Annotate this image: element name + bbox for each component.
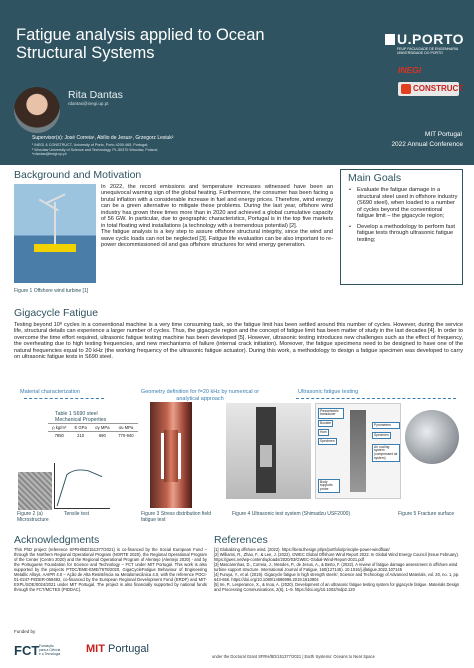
offshore-turbine-photo — [14, 184, 96, 283]
schema-tag: Specimen — [372, 432, 391, 439]
fct-logo-subtitle: Fundação para a Ciência e a Tecnologia — [39, 644, 61, 656]
background-text — [101, 184, 333, 249]
figure-4-caption: Figure 4 Ultrasonic test system (Shimadzu USF2000) — [232, 511, 351, 517]
background-paragraph-1: In 2022, the record emissions and temperature increases witnessed have been an unequivocal warning sign of the global heating. Furthermore, the consumer has been facing a brutal inflation with a considerable increase in fuel and energy prices. Therefore, wind energy can be a green alternative to mitigate these problems. During the last year, offshore wind industry has grown three times more than in 2020 and achieved a global cumulative capacity of 56 GW. In particular, due to geographic characteristics, Portugal is in the top five markets in total floating wind installations (a technology with a tremendous potential) [2]. — [101, 184, 333, 229]
acknowledgments-text: This PhD project (reference SFRH/BD/151377/2021) is co-financed by the Social European Fund – through the Northern Regional Operational Program (NORTE 2020), the Regional Operational Program of the Center (Centro 2020) and the Regional Operational Program of Alentejo (Alentejo 2020) - and by the Portuguese Foundation for Science and Technology – FCT under MIT Portugal. This work is also supported by the projects PTDC/EME-EME/7678/2020, GigaCycleFatigue Behaviour of Engineering Metallic Alloys, AAIPR 4.0 – Ação de Alta Resistência na Metalomecânica 4.0, with the reference POCI-01-0247-FEDER-069492, co-financed by the European Regional Development Fund (ERDF) and MIT-EXPL/SOE/0024/2021 under MIT Portugal. The project is also financially supported by national funds through the FCT/MCTES (PIDDAC). — [14, 547, 207, 592]
material-label: Material characterization — [20, 389, 80, 395]
figure-2-caption: Figure 2 (a) Microstructure — [17, 511, 49, 523]
goals-heading: Main Goals — [348, 172, 402, 184]
program-name: MIT Portugal — [424, 131, 462, 138]
tensile-curve — [54, 463, 110, 509]
table-cell: 770-940 — [114, 432, 138, 440]
supervisors: Supervisor(s): José Correia¹, Abílio de Jesus¹, Grzegorz Lesiuk² — [32, 135, 174, 141]
table-cell: 210 — [70, 432, 90, 440]
ultrasonic-system-schema — [315, 403, 401, 499]
affiliations — [32, 143, 292, 157]
schema-tag: Piezoelectric transducer — [318, 408, 344, 419]
background-heading: Background and Motivation — [14, 169, 142, 181]
author-photo — [14, 87, 60, 133]
author-name: Rita Dantas — [68, 89, 123, 101]
gigacycle-heading: Gigacycle Fatigue — [14, 307, 99, 319]
construct-logo: CONSTRUCT — [398, 82, 459, 96]
reference-item: [3] Mascarenhas, D., Correia, J., Mendes, P., de Jesus, A., & Berto, F. (2022). A review of fatigue damage assessment in offshore wind turbine support structure. International Journal of Fatigue, 160(127145). 10.1016/j.ijfatigue.2022.107145 — [214, 562, 458, 572]
section-divider — [296, 398, 456, 399]
ultrasonic-machine-photo — [226, 403, 311, 499]
references-list — [214, 547, 464, 592]
poster-title: Fatigue analysis applied to Ocean Structural Systems — [16, 26, 265, 62]
acknowledgments-heading: Acknowledgments — [14, 534, 100, 546]
goals-list — [348, 187, 458, 247]
table-header: E GPa — [70, 424, 90, 432]
table-row — [48, 432, 138, 440]
figure-2b-caption: Tensile test — [64, 511, 90, 517]
mit-portugal-logo: MIT Portugal — [86, 643, 149, 655]
schema-tag: Air cooling system (compressed air system) — [372, 444, 400, 462]
properties-table — [48, 423, 138, 439]
inegi-logo: INEGI — [398, 65, 422, 75]
affiliation-3: *rdantas@inegi.up.pt — [32, 152, 67, 157]
reference-item: [1] Globalizing offshore wind. (2022). https://beta.thesign.pt/ps/portfolio/principle-power-windfloat/ — [214, 547, 390, 552]
geometry-label: Geometry definition for f=20 kHz by numerical or analytical approach — [140, 389, 260, 402]
figure-1-caption: Figure 1 Offshore wind turbine [1] — [14, 288, 89, 294]
section-divider — [24, 398, 104, 399]
table-cell: 690 — [91, 432, 114, 440]
grant-line: under the Doctoral Grant SFRH/BD/151377/2021 | Earth Systems: Oceans to Near Space — [212, 654, 375, 659]
figure-5-caption: Figure 5 Fracture surface — [398, 511, 455, 517]
figure-3-caption: Figure 3 Stress distribution field fatigue test — [141, 511, 212, 523]
specimen-gauge — [164, 430, 178, 482]
background-paragraph-2: The fatigue analysis is a key step to assure offshore structural integrity, since the wind and wave cyclic loads can not be neglected [3]. Fatigue life evaluation can be also important to re-power decommissioned oil and gas offshore structures for wind energy generation. — [101, 229, 333, 249]
goal-item: • Develop a methodology to perform fast fatigue tests through ultrasonic fatigue testing; — [348, 224, 458, 244]
table-header-row — [48, 424, 138, 432]
table-header: σu MPa — [114, 424, 138, 432]
goal-item: • Evaluate the fatigue damage in a structural steel used in offshore industry (S690 steel), when loaded to a number of cycles beyond the conventional fatigue limit – the gigacycle region; — [348, 187, 458, 220]
conference-name: 2022 Annual Conference — [391, 141, 463, 148]
gigacycle-text: Testing beyond 10⁸ cycles in a conventional machine is a very time consuming task, so the fatigue limit has been settled around this number of cycles. However, during the service life, structural details can experience a larger number of cycles. Thus, the gigacycle region and the concept of fatigue limit has been matter of study in the last decades [4]. In order to overcome the time effort required, ultrasonic fatigue testing machine has been developed [5]. However, ultrasonic testing introduces new challenges such as the effect of frequency, the overheating due to high testing frequencies, and new mechanisms of failure (internal crack initiation). Moreover, the fatigue specimens need to be designed to have one of the natural frequencies equal to 20 kHz (the working frequency of the ultrasonic fatigue actuator). During this work, a methodology to design a fatigue specimen was developed to carry on ultrasonic fatigue tests in S690 steel. — [14, 322, 463, 361]
schema-tag: Specimen — [318, 438, 337, 445]
table-header: σy MPa — [91, 424, 114, 432]
reference-item: [4] Furuya, Y., et al. (2019). Gigacycle fatigue in high strength steels', Science and Technology of Advanced Materials, vol. 20, no. 1, pp. 643-656. https://doi.org/10.1080/14686996.2019.1610904 — [214, 572, 460, 582]
uporto-logo: U.PORTO FEUP FACULDADE DE ENGENHARIA UNIVERSIDADE DO PORTO — [385, 31, 464, 55]
schema-tag: Body supports probe — [318, 479, 340, 493]
table-cell: 7850 — [48, 432, 70, 440]
microstructure-image — [18, 472, 52, 510]
table-header: ρ kg/m³ — [48, 424, 70, 432]
affiliation-1: ¹ INEGI & CONSTRUCT, University of Porto, Porto 4200-465, Portugal; — [32, 143, 148, 147]
reference-item: [2] Williams, R., Zhao, F., & Lee, J. (2022). GWEC Global Offshore Wind Report 2022. In Global Wind Energy Council (Issue February). https://gwec.net/wp-content/uploads/2020/03/GWEC-Global-Wind-Report-2021.pdf — [214, 552, 459, 562]
table-1-caption: Table 1 S690 steel Mechanical Properties — [55, 411, 107, 423]
ultrasonic-label: Ultrasonic fatigue testing — [298, 389, 359, 395]
schema-tag: Horn — [318, 429, 329, 436]
funded-by-label: Funded by — [14, 629, 36, 634]
schema-tag: Booster — [318, 420, 333, 427]
fracture-surface-image — [405, 410, 459, 464]
author-email: rdantas@inegi.up.pt — [68, 101, 109, 106]
reference-item: [5] Ire, P., Lesperance, X., & Inoa, A. (2020). Development of an ultrasonic fatigue testing system for gigacycle fatigue. Materials Design and Processing Communications, 2(6), 1–9. https://doi.org/10.1002/mdp2.120 — [214, 582, 460, 592]
schema-tag: Pyrometers — [372, 422, 400, 429]
uporto-mark-icon — [385, 34, 395, 45]
fct-logo: FCT — [14, 643, 40, 658]
references-heading: References — [214, 534, 268, 546]
affiliation-2: ² Wroclaw University of Science and Technology, PL-50370 Wroclaw, Poland; — [32, 147, 158, 152]
